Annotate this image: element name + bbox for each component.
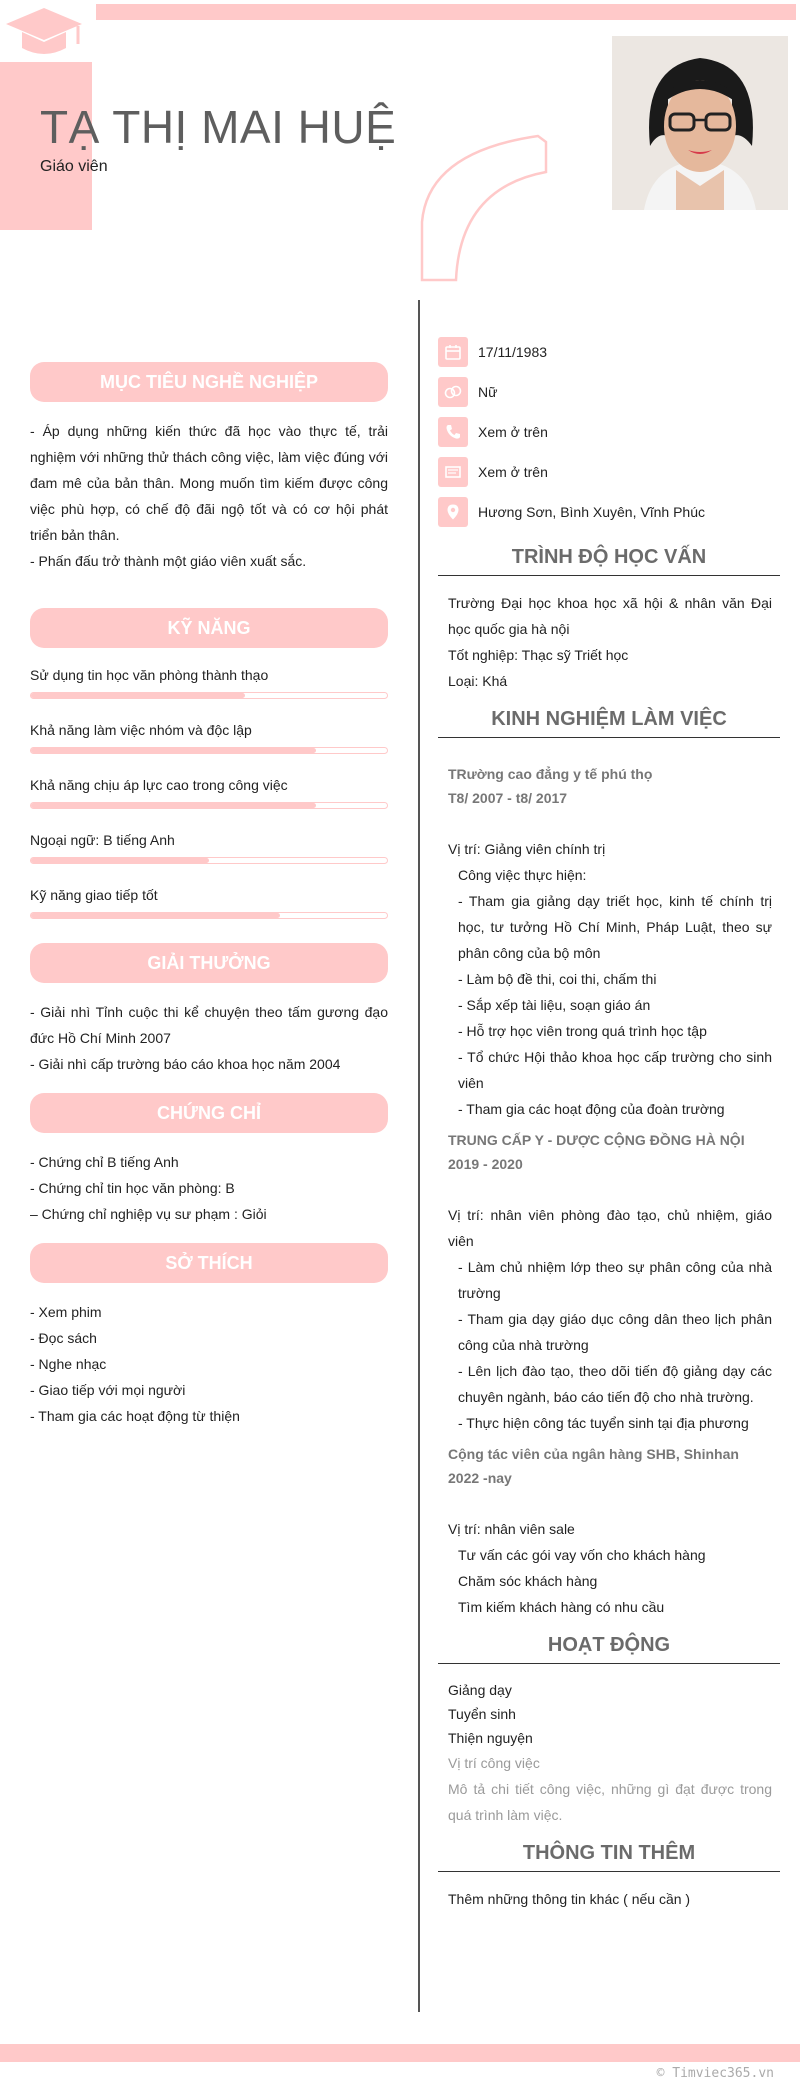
location-pin-icon xyxy=(438,497,468,527)
column-divider xyxy=(418,300,420,2012)
email-text: Xem ở trên xyxy=(478,464,548,480)
phone-row xyxy=(438,412,780,452)
award-item: - Giải nhì cấp trường báo cáo khoa học năm 2004 xyxy=(30,1056,341,1072)
certificate-item: – Chứng chỉ nghiệp vụ sư phạm : Giỏi xyxy=(30,1206,267,1222)
skill-bar-fill xyxy=(31,748,316,753)
skill-bar xyxy=(30,912,388,919)
objective-text-2: - Phấn đấu trở thành một giáo viên xuất sắc. xyxy=(30,553,307,569)
job-title: Giáo viên xyxy=(40,158,108,175)
right-column xyxy=(438,332,780,1912)
experience-heading: KINH NGHIỆM LÀM VIỆC xyxy=(438,708,780,738)
skill-bar-fill xyxy=(31,803,316,808)
bottom-accent-bar xyxy=(0,2044,800,2062)
skills-list xyxy=(30,664,388,919)
birthday-text: 17/11/1983 xyxy=(478,344,548,360)
phone-icon xyxy=(438,417,468,447)
address-row xyxy=(438,492,780,532)
job-task: - Thực hiện công tác tuyển sinh tại địa phương xyxy=(458,1415,749,1431)
job-task: Tìm kiếm khách hàng có nhu cầu xyxy=(458,1599,665,1615)
hobby-item: - Nghe nhạc xyxy=(30,1356,107,1372)
certificate-item: - Chứng chỉ tin học văn phòng: B xyxy=(30,1180,235,1196)
education-school: Trường Đại học khoa học xã hội & nhân văn Đại học quốc gia hà nội xyxy=(448,595,772,637)
job-task: - Lên lịch đào tạo, theo dõi tiến độ giảng dạy các chuyên ngành, báo cáo tiến độ cho nhà trường. xyxy=(458,1363,772,1405)
job-task: - Làm chủ nhiệm lớp theo sự phân công của nhà trường xyxy=(458,1259,772,1301)
skill-label: Khả năng làm việc nhóm và độc lập xyxy=(30,722,252,738)
job-period: 2019 - 2020 xyxy=(448,1156,523,1172)
gender-icon xyxy=(438,377,468,407)
skill-bar xyxy=(30,692,388,699)
hobbies-heading: SỞ THÍCH xyxy=(30,1243,388,1283)
awards-heading: GIẢI THƯỞNG xyxy=(30,943,388,983)
skill-bar xyxy=(30,857,388,864)
activity-item: Thiện nguyện xyxy=(448,1730,533,1746)
left-column xyxy=(30,362,388,1429)
objective-heading: MỤC TIÊU NGHỀ NGHIỆP xyxy=(30,362,388,402)
birthday-row xyxy=(438,332,780,372)
skill-label: Kỹ năng giao tiếp tốt xyxy=(30,887,158,903)
job-position: Vị trí: Giảng viên chính trị xyxy=(448,841,606,857)
extra-info-text: Thêm những thông tin khác ( nếu cần ) xyxy=(448,1891,691,1907)
award-item: - Giải nhì Tỉnh cuộc thi kể chuyện theo tấm gương đạo đức Hồ Chí Minh 2007 xyxy=(30,1004,388,1046)
candidate-name: TẠ THỊ MAI HUỆ xyxy=(40,101,397,153)
job-position: Vị trí: nhân viên phòng đào tạo, chủ nhiệm, giáo viên xyxy=(448,1207,772,1249)
extra-info-heading: THÔNG TIN THÊM xyxy=(438,1842,780,1872)
skill-bar-fill xyxy=(31,693,245,698)
watermark: © Timviec365.vn xyxy=(656,2066,774,2081)
skill-label: Ngoại ngữ: B tiếng Anh xyxy=(30,832,175,848)
job-org: TRUNG CẤP Y - DƯỢC CỘNG ĐỒNG HÀ NỘI xyxy=(448,1132,745,1148)
education-grade: Loại: Khá xyxy=(448,673,508,689)
skill-item xyxy=(30,719,388,754)
job-task: - Tham gia các hoạt động của đoàn trường xyxy=(458,1101,725,1117)
skill-bar xyxy=(30,802,388,809)
skill-bar-fill xyxy=(31,913,280,918)
job-task: - Tham gia dạy giáo dục công dân theo lịch phân công của nhà trường xyxy=(458,1311,772,1353)
skill-bar xyxy=(30,747,388,754)
activities-heading: HOẠT ĐỘNG xyxy=(438,1634,780,1664)
skill-item xyxy=(30,664,388,699)
activity-item: Tuyển sinh xyxy=(448,1706,516,1722)
address-text: Hương Sơn, Bình Xuyên, Vĩnh Phúc xyxy=(478,504,705,520)
hobby-item: - Tham gia các hoạt động từ thiện xyxy=(30,1408,240,1424)
job-task: - Làm bộ đề thi, coi thi, chấm thi xyxy=(458,971,657,987)
hobby-item: - Đọc sách xyxy=(30,1330,97,1346)
email-row xyxy=(438,452,780,492)
top-accent-bar xyxy=(96,4,796,20)
activity-desc-placeholder: Mô tả chi tiết công việc, những gì đạt được trong quá trình làm việc. xyxy=(448,1781,772,1823)
skill-item xyxy=(30,829,388,864)
education-graduation: Tốt nghiệp: Thạc sỹ Triết học xyxy=(448,647,629,663)
skill-bar-fill xyxy=(31,858,209,863)
decorative-arc xyxy=(420,132,550,282)
skill-label: Sử dụng tin học văn phòng thành thạo xyxy=(30,667,269,683)
profile-photo xyxy=(612,36,788,210)
hobby-item: - Xem phim xyxy=(30,1304,102,1320)
job-task: - Sắp xếp tài liệu, soạn giáo án xyxy=(458,997,651,1013)
gender-text: Nữ xyxy=(478,384,498,400)
email-icon xyxy=(438,457,468,487)
phone-text: Xem ở trên xyxy=(478,424,548,440)
skills-heading: KỸ NĂNG xyxy=(30,608,388,648)
skill-item xyxy=(30,774,388,809)
certificates-heading: CHỨNG CHỈ xyxy=(30,1093,388,1133)
job-org: TRường cao đẳng y tế phú thọ xyxy=(448,766,653,782)
job-period: T8/ 2007 - t8/ 2017 xyxy=(448,790,568,806)
certificate-item: - Chứng chỉ B tiếng Anh xyxy=(30,1154,179,1170)
calendar-icon xyxy=(438,337,468,367)
hobby-item: - Giao tiếp với mọi người xyxy=(30,1382,186,1398)
job-task: - Hỗ trợ học viên trong quá trình học tập xyxy=(458,1023,707,1039)
activity-position-placeholder: Vị trí công việc xyxy=(448,1755,540,1771)
skill-label: Khả năng chịu áp lực cao trong công việc xyxy=(30,777,288,793)
job-task: Tư vấn các gói vay vốn cho khách hàng xyxy=(458,1547,706,1563)
graduation-cap-icon xyxy=(4,4,84,60)
job-task: Chăm sóc khách hàng xyxy=(458,1573,598,1589)
job-task: - Tổ chức Hội thảo khoa học cấp trường cho sinh viên xyxy=(458,1049,772,1091)
job-org: Cộng tác viên của ngân hàng SHB, Shinhan xyxy=(448,1446,739,1462)
job-intro: Công việc thực hiện: xyxy=(458,867,587,883)
job-task: - Tham gia giảng dạy triết học, kinh tế chính trị học, tư tưởng Hồ Chí Minh, Pháp Luật, theo sự phân công của bộ môn xyxy=(458,893,772,961)
activity-item: Giảng dạy xyxy=(448,1682,512,1698)
job-period: 2022 -nay xyxy=(448,1470,512,1486)
objective-text: - Áp dụng những kiến thức đã học vào thực tế, trải nghiệm với những thử thách công việc, làm việc đúng với đam mê của bản thân. Mong muốn tìm kiếm được công việc phù hợp, có chế độ đãi ngộ tốt và có cơ hội phát triển bản thân. xyxy=(30,423,388,543)
gender-row xyxy=(438,372,780,412)
education-heading: TRÌNH ĐỘ HỌC VẤN xyxy=(438,546,780,576)
skill-item xyxy=(30,884,388,919)
job-position: Vị trí: nhân viên sale xyxy=(448,1521,575,1537)
